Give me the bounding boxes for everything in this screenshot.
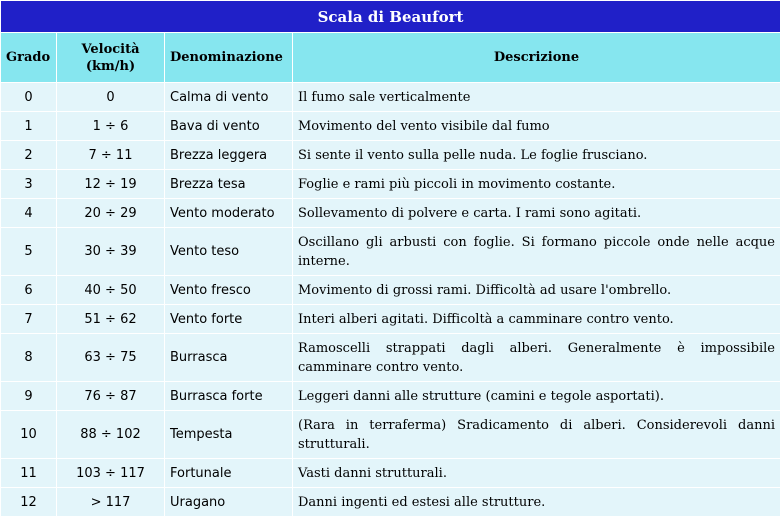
cell-denominazione: Burrasca forte: [165, 382, 293, 411]
cell-velocita: > 117: [57, 488, 165, 517]
cell-denominazione: Vento moderato: [165, 199, 293, 228]
table-row: [1, 276, 780, 305]
cell-denominazione: Burrasca: [165, 334, 293, 382]
cell-descrizione: Interi alberi agitati. Difficoltà a camminare contro vento.: [293, 305, 780, 334]
cell-grado: 7: [1, 305, 57, 334]
cell-velocita: 103 ÷ 117: [57, 459, 165, 488]
table-row: [1, 83, 780, 112]
header-denominazione: Denominazione: [165, 33, 293, 83]
cell-grado: 12: [1, 488, 57, 517]
cell-grado: 9: [1, 382, 57, 411]
table-row: [1, 334, 780, 382]
cell-denominazione: Vento forte: [165, 305, 293, 334]
cell-denominazione: Bava di vento: [165, 112, 293, 141]
table-row: [1, 488, 780, 517]
cell-descrizione: Il fumo sale verticalmente: [293, 83, 780, 112]
table-row: [1, 170, 780, 199]
cell-descrizione: Movimento del vento visibile dal fumo: [293, 112, 780, 141]
cell-velocita: 88 ÷ 102: [57, 411, 165, 459]
cell-velocita: 51 ÷ 62: [57, 305, 165, 334]
table-row: [1, 459, 780, 488]
cell-grado: 3: [1, 170, 57, 199]
cell-grado: 5: [1, 228, 57, 276]
table-row: [1, 112, 780, 141]
cell-descrizione: Leggeri danni alle strutture (camini e tegole asportati).: [293, 382, 780, 411]
cell-descrizione: Oscillano gli arbusti con foglie. Si formano piccole onde nelle acque interne.: [293, 228, 780, 276]
cell-grado: 2: [1, 141, 57, 170]
table-row: [1, 305, 780, 334]
cell-descrizione: Vasti danni strutturali.: [293, 459, 780, 488]
table-title: Scala di Beaufort: [1, 1, 780, 33]
title-row: [1, 1, 780, 33]
cell-denominazione: Uragano: [165, 488, 293, 517]
cell-velocita: 40 ÷ 50: [57, 276, 165, 305]
cell-descrizione: Danni ingenti ed estesi alle strutture.: [293, 488, 780, 517]
table-row: [1, 382, 780, 411]
cell-grado: 10: [1, 411, 57, 459]
table-row: [1, 199, 780, 228]
cell-descrizione: Movimento di grossi rami. Difficoltà ad usare l'ombrello.: [293, 276, 780, 305]
cell-velocita: 20 ÷ 29: [57, 199, 165, 228]
table-row: [1, 141, 780, 170]
cell-descrizione: Si sente il vento sulla pelle nuda. Le foglie frusciano.: [293, 141, 780, 170]
cell-velocita: 63 ÷ 75: [57, 334, 165, 382]
cell-descrizione: Sollevamento di polvere e carta. I rami sono agitati.: [293, 199, 780, 228]
cell-denominazione: Calma di vento: [165, 83, 293, 112]
header-grado: Grado: [1, 33, 57, 83]
cell-denominazione: Vento teso: [165, 228, 293, 276]
cell-grado: 6: [1, 276, 57, 305]
cell-denominazione: Brezza tesa: [165, 170, 293, 199]
cell-denominazione: Brezza leggera: [165, 141, 293, 170]
cell-velocita: 7 ÷ 11: [57, 141, 165, 170]
cell-denominazione: Fortunale: [165, 459, 293, 488]
cell-grado: 1: [1, 112, 57, 141]
cell-velocita: 0: [57, 83, 165, 112]
cell-grado: 8: [1, 334, 57, 382]
header-velocita: Velocità (km/h): [57, 33, 165, 83]
cell-denominazione: Vento fresco: [165, 276, 293, 305]
header-descrizione: Descrizione: [293, 33, 780, 83]
cell-velocita: 76 ÷ 87: [57, 382, 165, 411]
cell-grado: 11: [1, 459, 57, 488]
cell-descrizione: Ramoscelli strappati dagli alberi. Generalmente è impossibile camminare contro vento.: [293, 334, 780, 382]
header-row: [1, 33, 780, 83]
table-row: [1, 411, 780, 459]
cell-grado: 0: [1, 83, 57, 112]
cell-descrizione: Foglie e rami più piccoli in movimento costante.: [293, 170, 780, 199]
cell-denominazione: Tempesta: [165, 411, 293, 459]
cell-grado: 4: [1, 199, 57, 228]
table-row: [1, 228, 780, 276]
cell-velocita: 1 ÷ 6: [57, 112, 165, 141]
cell-velocita: 30 ÷ 39: [57, 228, 165, 276]
cell-descrizione: (Rara in terraferma) Sradicamento di alberi. Considerevoli danni strutturali.: [293, 411, 780, 459]
cell-velocita: 12 ÷ 19: [57, 170, 165, 199]
